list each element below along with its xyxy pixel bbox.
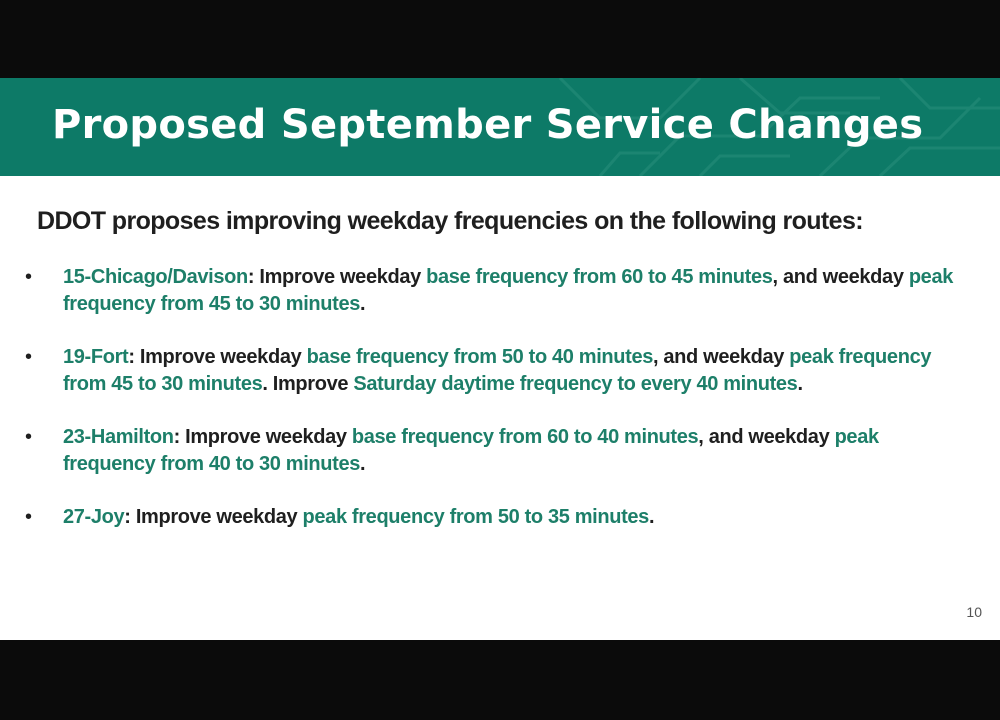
route-name: 23-Hamilton: [63, 426, 174, 448]
highlight-text: base frequency from 50 to 40 minutes: [306, 346, 653, 368]
route-text: Improve weekday: [135, 506, 303, 528]
separator: :: [124, 506, 136, 528]
route-name: 19-Fort: [63, 346, 129, 368]
route-text: . Improve: [262, 373, 354, 395]
bullet-icon: •: [25, 506, 32, 528]
route-name: 27-Joy: [63, 506, 125, 528]
route-text: Improve weekday: [139, 346, 307, 368]
highlight-text: peak frequency from 50 to 35 minutes: [302, 506, 649, 528]
route-text: Improve weekday: [259, 266, 427, 288]
separator: :: [173, 426, 186, 448]
bullet-icon: •: [25, 426, 32, 448]
slide-subtitle: DDOT proposes improving weekday frequencies on the following routes:: [37, 207, 863, 235]
route-text: , and weekday: [772, 266, 909, 288]
route-description: [63, 424, 973, 478]
route-text: .: [360, 293, 366, 315]
letterbox-top: [0, 0, 1000, 78]
highlight-text: Saturday daytime frequency to every 40 minutes: [353, 373, 798, 395]
route-text: , and weekday: [653, 346, 790, 368]
highlight-text: base frequency from 60 to 45 minutes: [426, 266, 773, 288]
separator: :: [128, 346, 140, 368]
title-banner: [0, 78, 1000, 176]
highlight-text: peak frequency from 45 to 30 minutes: [63, 266, 953, 315]
route-text: .: [648, 506, 655, 528]
route-text: .: [360, 453, 366, 475]
route-description: [63, 264, 973, 318]
slide: [0, 78, 1000, 640]
route-description: [63, 344, 973, 398]
highlight-text: peak frequency from 40 to 30 minutes: [63, 426, 879, 475]
highlight-text: peak frequency from 45 to 30 minutes: [63, 346, 932, 395]
letterbox-bottom: [0, 640, 1000, 720]
bullet-icon: •: [25, 266, 32, 288]
route-text: .: [797, 373, 803, 395]
highlight-text: base frequency from 60 to 40 minutes: [351, 426, 699, 448]
separator: :: [247, 266, 260, 288]
bullet-icon: •: [25, 346, 32, 368]
route-name: 15-Chicago/Davison: [63, 266, 248, 288]
route-text: , and weekday: [698, 426, 835, 448]
route-description: [63, 504, 973, 531]
slide-title: Proposed September Service Changes: [52, 102, 924, 148]
page-number: 10: [966, 604, 982, 620]
route-text: Improve weekday: [185, 426, 352, 448]
